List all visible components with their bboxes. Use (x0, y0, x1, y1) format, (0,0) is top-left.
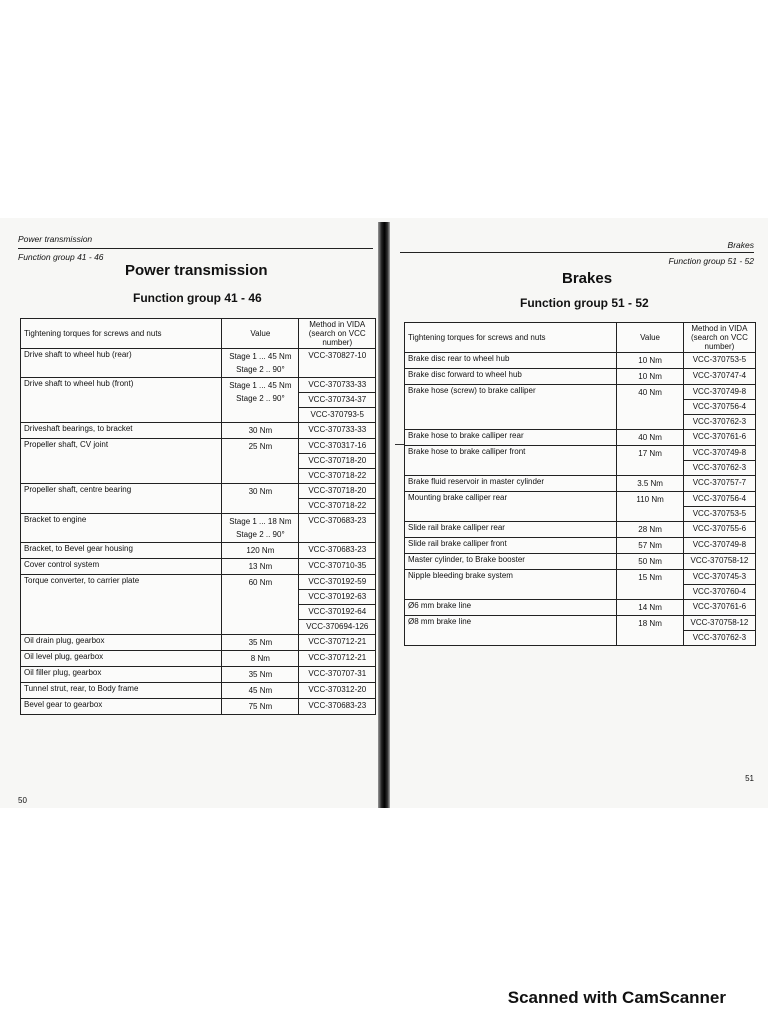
row-method (683, 554, 755, 570)
scanner-watermark: Scanned with CamScanner (507, 988, 726, 1007)
table-row (21, 651, 376, 667)
vcc-number: VCC-370753-5 (692, 355, 747, 364)
header-value: Value (222, 319, 299, 349)
vcc-number: VCC-370760-4 (692, 587, 747, 596)
vcc-number: VCC-370192-64 (299, 605, 375, 620)
row-item: Drive shaft to wheel hub (front) (21, 378, 222, 423)
row-value (222, 423, 299, 439)
vcc-number: VCC-370710-35 (308, 561, 367, 570)
value-entry: 120 Nm (246, 546, 275, 555)
table-row (21, 559, 376, 575)
row-value (617, 570, 683, 600)
header-method: Method in VIDA (search on VCC number) (299, 319, 376, 349)
row-method (299, 683, 376, 699)
value-entry: 28 Nm (638, 525, 662, 534)
vcc-number: VCC-370762-3 (692, 633, 747, 642)
value-entry: Stage 1 ... 45 Nm (229, 381, 292, 390)
vcc-number: VCC-370312-20 (308, 685, 367, 694)
value-entry: 8 Nm (250, 654, 270, 663)
row-method (683, 492, 755, 522)
row-method (683, 369, 755, 385)
running-head-title: Brakes (727, 240, 754, 250)
table-row (405, 538, 756, 554)
row-method (299, 423, 376, 439)
row-item: Brake fluid reservoir in master cylinder (405, 476, 617, 492)
value-entry: 35 Nm (248, 670, 273, 679)
table-row (21, 543, 376, 559)
vcc-number: VCC-370749-8 (692, 540, 747, 549)
value-entry: 57 Nm (638, 541, 662, 550)
row-item: Cover control system (21, 559, 222, 575)
torque-table (20, 318, 376, 715)
header-rule (18, 248, 373, 249)
row-item: Bracket, to Bevel gear housing (21, 543, 222, 559)
row-value (617, 554, 683, 570)
vcc-number: VCC-370317-16 (299, 439, 375, 454)
row-method (299, 349, 376, 378)
table-row (405, 446, 756, 476)
vcc-number: VCC-370683-23 (308, 516, 367, 525)
torque-table (404, 322, 756, 646)
row-method (299, 514, 376, 543)
row-item: Drive shaft to wheel hub (rear) (21, 349, 222, 378)
value-entry: 60 Nm (248, 578, 273, 587)
row-item: Slide rail brake calliper rear (405, 522, 617, 538)
book-spread (0, 218, 768, 808)
page-subtitle: Function group 41 - 46 (133, 291, 262, 305)
vcc-number: VCC-370761-6 (692, 432, 747, 441)
page-subtitle: Function group 51 - 52 (520, 296, 649, 310)
row-item: Tunnel strut, rear, to Body frame (21, 683, 222, 699)
table-row (405, 369, 756, 385)
table-row (21, 683, 376, 699)
vcc-number: VCC-370192-59 (299, 575, 375, 590)
vcc-number: VCC-370793-5 (310, 410, 364, 419)
row-value (222, 378, 299, 423)
row-method (299, 543, 376, 559)
row-value (222, 349, 299, 378)
table-row (21, 378, 376, 423)
table-row (21, 667, 376, 683)
value-entry: 50 Nm (638, 557, 662, 566)
row-value (222, 651, 299, 667)
vcc-number: VCC-370718-20 (299, 484, 375, 499)
value-entry: 45 Nm (248, 686, 273, 695)
row-value (617, 369, 683, 385)
row-item: Driveshaft bearings, to bracket (21, 423, 222, 439)
table-row (405, 430, 756, 446)
row-item: Ø8 mm brake line (405, 616, 617, 646)
row-item: Oil drain plug, gearbox (21, 635, 222, 651)
running-head-group: Function group 51 - 52 (668, 256, 754, 266)
vcc-number: VCC-370733-33 (299, 378, 375, 393)
running-head-title: Power transmission (18, 234, 93, 244)
vcc-number: VCC-370753-5 (692, 509, 747, 518)
value-entry: 25 Nm (248, 442, 273, 451)
value-entry: 3.5 Nm (637, 479, 663, 488)
vcc-number: VCC-370694-126 (306, 622, 369, 631)
page-title: Power transmission (125, 262, 268, 279)
table-row (21, 439, 376, 484)
row-value (617, 616, 683, 646)
page-number: 50 (18, 796, 27, 805)
value-entry: Stage 2 .. 90° (236, 365, 285, 374)
row-value (617, 522, 683, 538)
row-item: Slide rail brake calliper front (405, 538, 617, 554)
row-value (617, 353, 683, 369)
vcc-number: VCC-370718-22 (308, 501, 367, 510)
value-entry: 110 Nm (636, 495, 664, 504)
vcc-number: VCC-370745-3 (684, 570, 755, 585)
header-item: Tightening torques for screws and nuts (405, 323, 617, 353)
row-item: Oil level plug, gearbox (21, 651, 222, 667)
vcc-number: VCC-370683-23 (308, 701, 367, 710)
row-item: Master cylinder, to Brake booster (405, 554, 617, 570)
table-row (405, 353, 756, 369)
row-method (683, 385, 755, 430)
row-method (683, 570, 755, 600)
row-value (222, 575, 299, 635)
row-method (683, 522, 755, 538)
table-row (405, 616, 756, 646)
vcc-number: VCC-370733-33 (308, 425, 367, 434)
vcc-number: VCC-370756-4 (684, 400, 755, 415)
book-spine (378, 222, 390, 808)
value-entry: 18 Nm (638, 619, 662, 628)
row-item: Brake hose to brake calliper front (405, 446, 617, 476)
value-entry: 15 Nm (638, 573, 662, 582)
vcc-number: VCC-370718-20 (299, 454, 375, 469)
header-value: Value (617, 323, 683, 353)
row-method (299, 575, 376, 635)
row-item: Mounting brake calliper rear (405, 492, 617, 522)
row-value (617, 385, 683, 430)
row-item: Torque converter, to carrier plate (21, 575, 222, 635)
row-value (617, 446, 683, 476)
row-value (222, 699, 299, 715)
vcc-number: VCC-370749-8 (684, 385, 755, 400)
table-row (405, 385, 756, 430)
vcc-number: VCC-370683-23 (308, 545, 367, 554)
value-entry: 30 Nm (248, 487, 273, 496)
table-row (21, 575, 376, 635)
vcc-number: VCC-370718-22 (308, 471, 367, 480)
header-rule (400, 252, 754, 253)
vcc-number: VCC-370758-12 (684, 616, 755, 631)
page-number: 51 (745, 774, 754, 783)
value-entry: 17 Nm (638, 449, 662, 458)
row-method (683, 353, 755, 369)
row-method (299, 651, 376, 667)
row-value (222, 439, 299, 484)
vcc-number: VCC-370757-7 (692, 478, 747, 487)
vcc-number: VCC-370762-3 (692, 463, 747, 472)
row-value (617, 492, 683, 522)
row-item: Propeller shaft, CV joint (21, 439, 222, 484)
row-method (299, 439, 376, 484)
row-method (683, 446, 755, 476)
header-item: Tightening torques for screws and nuts (21, 319, 222, 349)
vcc-number: VCC-370755-6 (692, 524, 747, 533)
value-entry: 35 Nm (248, 638, 273, 647)
vcc-number: VCC-370749-8 (684, 446, 755, 461)
row-item: Propeller shaft, centre bearing (21, 484, 222, 514)
value-entry: Stage 1 ... 45 Nm (229, 352, 292, 361)
table-row (405, 570, 756, 600)
table-row (405, 522, 756, 538)
header-method: Method in VIDA (search on VCC number) (683, 323, 755, 353)
row-item: Bevel gear to gearbox (21, 699, 222, 715)
row-item: Nipple bleeding brake system (405, 570, 617, 600)
right-page (396, 218, 762, 808)
value-entry: 10 Nm (638, 372, 662, 381)
row-method (683, 430, 755, 446)
vcc-number: VCC-370712-21 (308, 637, 367, 646)
value-entry: 13 Nm (248, 562, 273, 571)
row-value (222, 543, 299, 559)
row-value (617, 538, 683, 554)
row-value (617, 430, 683, 446)
value-entry: 10 Nm (638, 356, 662, 365)
vcc-number: VCC-370747-4 (692, 371, 747, 380)
vcc-number: VCC-370756-4 (684, 492, 755, 507)
row-method (299, 484, 376, 514)
row-item: Brake disc rear to wheel hub (405, 353, 617, 369)
row-method (683, 616, 755, 646)
table-header-row (405, 323, 756, 353)
value-entry: Stage 2 .. 90° (236, 530, 285, 539)
row-method (683, 600, 755, 616)
running-head-group: Function group 41 - 46 (18, 252, 104, 262)
row-method (299, 378, 376, 423)
table-row (405, 492, 756, 522)
row-value (222, 635, 299, 651)
vcc-number: VCC-370827-10 (308, 351, 367, 360)
table-row (21, 423, 376, 439)
vcc-number: VCC-370707-31 (308, 669, 367, 678)
row-method (683, 476, 755, 492)
vcc-number: VCC-370192-63 (299, 590, 375, 605)
row-value (222, 683, 299, 699)
row-value (222, 559, 299, 575)
value-entry: 30 Nm (248, 426, 273, 435)
row-item: Brake hose to brake calliper rear (405, 430, 617, 446)
value-entry: Stage 1 ... 18 Nm (229, 517, 292, 526)
row-item: Bracket to engine (21, 514, 222, 543)
table-row (21, 484, 376, 514)
row-method (299, 699, 376, 715)
table-row (21, 635, 376, 651)
page-title: Brakes (562, 270, 613, 287)
vcc-number: VCC-370734-37 (299, 393, 375, 408)
row-value (617, 476, 683, 492)
table-row (405, 554, 756, 570)
row-value (222, 667, 299, 683)
table-row (405, 476, 756, 492)
row-value (617, 600, 683, 616)
table-row (21, 349, 376, 378)
row-item: Oil filler plug, gearbox (21, 667, 222, 683)
table-row (21, 514, 376, 543)
value-entry: Stage 2 .. 90° (236, 394, 285, 403)
table-row (405, 600, 756, 616)
value-entry: 14 Nm (638, 603, 662, 612)
row-item: Brake disc forward to wheel hub (405, 369, 617, 385)
row-value (222, 484, 299, 514)
row-item: Ø6 mm brake line (405, 600, 617, 616)
row-value (222, 514, 299, 543)
vcc-number: VCC-370761-6 (692, 602, 747, 611)
row-method (683, 538, 755, 554)
row-method (299, 559, 376, 575)
value-entry: 40 Nm (638, 388, 662, 397)
row-item: Brake hose (screw) to brake calliper (405, 385, 617, 430)
value-entry: 75 Nm (248, 702, 273, 711)
row-method (299, 667, 376, 683)
vcc-number: VCC-370712-21 (308, 653, 367, 662)
table-header-row (21, 319, 376, 349)
value-entry: 40 Nm (638, 433, 662, 442)
left-page (8, 218, 376, 808)
vcc-number: VCC-370762-3 (692, 417, 747, 426)
table-row (21, 699, 376, 715)
vcc-number: VCC-370758-12 (690, 556, 749, 565)
row-method (299, 635, 376, 651)
